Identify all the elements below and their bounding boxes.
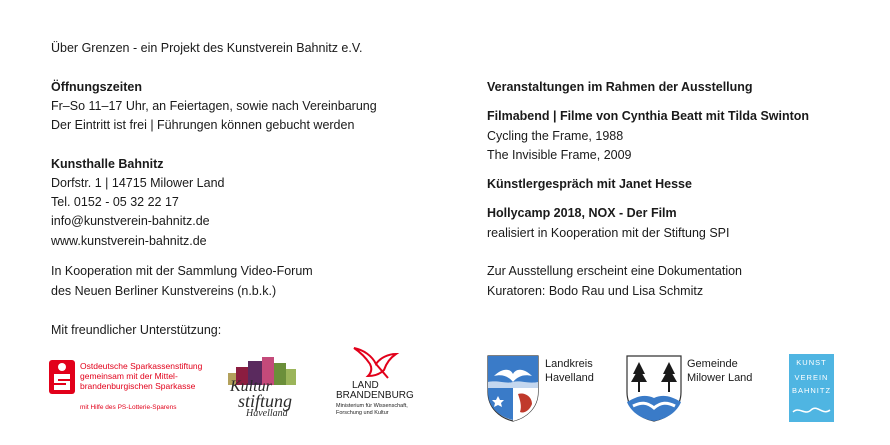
brandenburg-line-4: Forschung und Kultur [336,410,389,416]
hours-heading: Öffnungszeiten [51,80,142,94]
sparkasse-s-icon [49,360,75,394]
venue-heading: Kunsthalle Bahnitz [51,157,164,171]
documentation-line: Zur Ausstellung erscheint eine Dokumentation [487,264,743,278]
sparkasse-note: mit Hilfe des PS-Lotterie-Sparens [80,404,177,411]
wave-icon [789,404,834,418]
curators-line: Kuratoren: Bodo Rau und Lisa Schmitz [487,284,704,298]
support-label: Mit freundlicher Unterstützung: [51,323,222,337]
landkreis-line-2: Havelland [545,372,594,384]
cooperation-line-1: In Kooperation mit der Sammlung Video-Forum [51,264,313,278]
kulturstiftung-line-1: Kultur [230,378,272,395]
kunstverein-bahnitz-logo [789,354,834,422]
sparkasse-line-3: brandenburgischen Sparkasse [80,381,196,391]
kunstverein-line-2: VEREIN [794,373,829,382]
venue-website[interactable]: www.kunstverein-bahnitz.de [51,234,207,248]
cooperation-line-2: des Neuen Berliner Kunstvereins (n.b.k.) [51,284,277,298]
hours-line-2: Der Eintritt ist frei | Führungen können gebucht werden [51,118,355,132]
kulturstiftung-line-3: Havelland [246,408,288,419]
venue-phone: Tel. 0152 - 05 32 22 17 [51,195,179,209]
brandenburg-line-3: Ministerium für Wissenschaft, [336,403,408,409]
gemeinde-line-2: Milower Land [687,372,753,384]
landkreis-havelland-logo [486,354,606,422]
kunstverein-line-3: BAHNITZ [791,386,832,395]
sparkasse-line-1: Ostdeutsche Sparkassenstiftung [80,361,203,371]
eagle-icon [350,344,400,380]
hours-line-1: Fr–So 11–17 Uhr, an Feiertagen, sowie nach Vereinbarung [51,99,377,113]
hollycamp-heading: Hollycamp 2018, NOX - Der Film [487,206,677,220]
brandenburg-line-2: BRANDENBURG [336,390,414,401]
landkreis-line-1: Landkreis [545,358,593,370]
havelland-coat-of-arms-icon [486,354,540,422]
film-title-2: The Invisible Frame, 2009 [487,148,632,162]
milower-land-coat-of-arms-icon [625,354,683,422]
intro-text: Über Grenzen - ein Projekt des Kunstverein Bahnitz e.V. [51,41,363,55]
gemeinde-milower-land-logo [625,354,765,422]
venue-address: Dorfstr. 1 | 14715 Milower Land [51,176,225,190]
kulturstiftung-line-2: stiftung [238,391,293,411]
gemeinde-line-1: Gemeinde [687,358,738,370]
film-heading: Filmabend | Filme von Cynthia Beatt mit Tilda Swinton [487,109,810,123]
venue-email[interactable]: info@kunstverein-bahnitz.de [51,214,210,228]
kulturstiftung-logo [228,357,310,421]
sparkasse-line-2: gemeinsam mit der Mittel- [80,371,178,381]
events-heading: Veranstaltungen im Rahmen der Ausstellung [487,80,753,94]
brandenburg-logo [336,344,418,422]
kunstverein-line-1: KUNST [796,358,827,367]
film-title-1: Cycling the Frame, 1988 [487,129,624,143]
brandenburg-line-1: LAND [352,380,379,391]
artist-talk: Künstlergespräch mit Janet Hesse [487,177,692,191]
sparkasse-logo [49,360,214,420]
hollycamp-line: realisiert in Kooperation mit der Stiftung SPI [487,226,730,240]
